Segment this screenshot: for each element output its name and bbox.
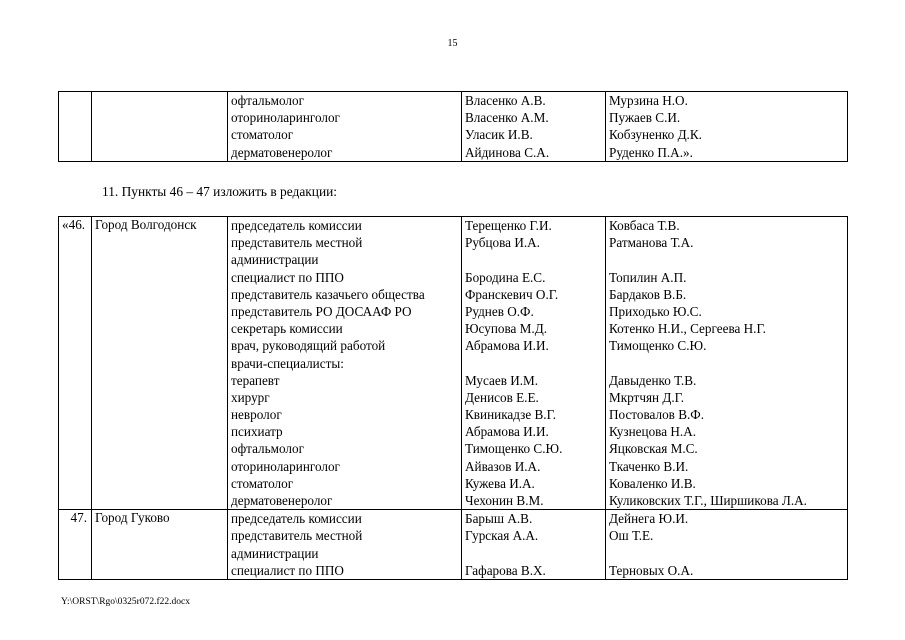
main-member-line: Мусаев И.М. bbox=[465, 372, 539, 388]
table-row bbox=[59, 92, 848, 162]
file-path-footer: Y:\ORST\Rgo\0325r072.f22.docx bbox=[61, 597, 190, 607]
main-member-line: Чехонин В.М. bbox=[465, 493, 544, 508]
role-line: офтальмолог bbox=[231, 441, 304, 457]
role-line: представитель РО ДОСААФ РО bbox=[231, 303, 412, 319]
main-member-line bbox=[465, 355, 603, 372]
main-member-line: Тимощенко С.Ю. bbox=[465, 441, 563, 457]
main-member-line: Терещенко Г.И. bbox=[465, 218, 552, 233]
main-member-line: Гурская А.А. bbox=[465, 528, 539, 544]
role-line: психиатр bbox=[231, 424, 283, 440]
commission-table bbox=[58, 216, 848, 580]
main-member-cell bbox=[462, 92, 606, 162]
main-member-line: Уласик И.В. bbox=[465, 127, 533, 143]
city-cell bbox=[92, 92, 228, 162]
city-cell: Город Волгодонск bbox=[92, 217, 228, 510]
reserve-member-line: Ош Т.Е. bbox=[609, 528, 654, 544]
row-number: 47. bbox=[59, 510, 92, 580]
reserve-member-line: Котенко Н.И., Сергеева Н.Г. bbox=[609, 321, 766, 337]
reserve-member-line bbox=[609, 251, 845, 268]
main-member-line: Кужева И.А. bbox=[465, 475, 535, 491]
reserve-member-line bbox=[609, 545, 845, 562]
main-member-line: Денисов Е.Е. bbox=[465, 389, 539, 405]
role-line: представитель местной bbox=[231, 528, 363, 544]
reserve-member-line: Топилин А.П. bbox=[609, 269, 687, 285]
role-line: врач, руководящий работой bbox=[231, 338, 386, 354]
role-line: председатель комиссии bbox=[231, 218, 362, 233]
reserve-member-line: Мурзина Н.О. bbox=[609, 93, 688, 108]
reserve-member-line: Постовалов В.Ф. bbox=[609, 407, 705, 423]
city-cell: Город Гуково bbox=[92, 510, 228, 580]
main-member-line: Власенко А.В. bbox=[465, 93, 546, 108]
role-cell bbox=[228, 510, 462, 580]
reserve-member-line: Дейнега Ю.И. bbox=[609, 511, 689, 527]
main-member-line: Гафарова В.Х. bbox=[465, 562, 546, 578]
reserve-member-line: Терновых О.А. bbox=[609, 562, 694, 578]
main-member-line: Барыш А.В. bbox=[465, 511, 533, 527]
role-line: хирург bbox=[231, 389, 270, 405]
reserve-member-line bbox=[609, 355, 845, 372]
reserve-member-line: Кобзуненко Д.К. bbox=[609, 127, 702, 143]
role-line: специалист по ППО bbox=[231, 562, 344, 578]
reserve-member-cell bbox=[606, 510, 848, 580]
role-line: стоматолог bbox=[231, 127, 294, 143]
reserve-member-line: Кузнецова Н.А. bbox=[609, 424, 697, 440]
main-member-line: Власенко А.М. bbox=[465, 110, 549, 126]
role-line: оториноларинголог bbox=[231, 458, 340, 474]
reserve-member-cell bbox=[606, 217, 848, 510]
role-line: специалист по ППО bbox=[231, 269, 344, 285]
main-member-line bbox=[465, 251, 603, 268]
role-line: администрации bbox=[231, 252, 319, 268]
role-line: администрации bbox=[231, 545, 319, 561]
main-member-cell bbox=[462, 510, 606, 580]
main-member-line: Руднев О.Ф. bbox=[465, 303, 534, 319]
main-member-line: Бородина Е.С. bbox=[465, 269, 546, 285]
table-row bbox=[59, 217, 848, 510]
role-line: дерматовенеролог bbox=[231, 493, 333, 508]
reserve-member-line: Бардаков В.Б. bbox=[609, 286, 687, 302]
reserve-member-line: Ковбаса Т.В. bbox=[609, 218, 680, 233]
reserve-member-line: Давыденко Т.В. bbox=[609, 372, 697, 388]
reserve-member-line: Ратманова Т.А. bbox=[609, 235, 694, 251]
reserve-member-line: Куликовских Т.Г., Ширшикова Л.А. bbox=[609, 493, 807, 508]
reserve-member-line: Тимощенко С.Ю. bbox=[609, 338, 707, 354]
role-line: стоматолог bbox=[231, 475, 294, 491]
main-member-line: Рубцова И.А. bbox=[465, 235, 540, 251]
section-heading: 11. Пункты 46 – 47 изложить в редакции: bbox=[102, 184, 338, 199]
role-line: офтальмолог bbox=[231, 93, 304, 108]
main-member-line: Юсупова М.Д. bbox=[465, 321, 547, 337]
reserve-member-cell bbox=[606, 92, 848, 162]
role-line: дерматовенеролог bbox=[231, 144, 333, 160]
reserve-member-line: Приходько Ю.С. bbox=[609, 303, 702, 319]
role-cell bbox=[228, 217, 462, 510]
role-cell bbox=[228, 92, 462, 162]
reserve-member-line: Коваленко И.В. bbox=[609, 475, 696, 491]
main-member-line: Квиникадзе В.Г. bbox=[465, 407, 557, 423]
role-line: представитель местной bbox=[231, 235, 363, 251]
reserve-member-line: Пужаев С.И. bbox=[609, 110, 681, 126]
reserve-member-line: Яцковская М.С. bbox=[609, 441, 698, 457]
row-number bbox=[59, 92, 92, 162]
role-line: невролог bbox=[231, 407, 282, 423]
main-member-line: Франскевич О.Г. bbox=[465, 286, 559, 302]
commission-table-continued bbox=[58, 91, 848, 162]
main-member-line: Абрамова И.И. bbox=[465, 338, 549, 354]
role-line: председатель комиссии bbox=[231, 511, 362, 527]
main-member-line: Абрамова И.И. bbox=[465, 424, 549, 440]
role-line: секретарь комиссии bbox=[231, 321, 343, 337]
main-member-cell bbox=[462, 217, 606, 510]
table-row bbox=[59, 510, 848, 580]
page-number: 15 bbox=[447, 38, 458, 49]
reserve-member-line: Ткаченко В.И. bbox=[609, 458, 689, 474]
role-line: врачи-специалисты: bbox=[231, 355, 344, 371]
row-number: «46. bbox=[59, 217, 92, 510]
main-member-line: Айвазов И.А. bbox=[465, 458, 541, 474]
role-line: представитель казачьего общества bbox=[231, 286, 425, 302]
main-member-line bbox=[465, 545, 603, 562]
reserve-member-line: Руденко П.А.». bbox=[609, 144, 693, 160]
role-line: терапевт bbox=[231, 372, 280, 388]
main-member-line: Айдинова С.А. bbox=[465, 144, 550, 160]
role-line: оториноларинголог bbox=[231, 110, 340, 126]
reserve-member-line: Мкртчян Д.Г. bbox=[609, 389, 685, 405]
